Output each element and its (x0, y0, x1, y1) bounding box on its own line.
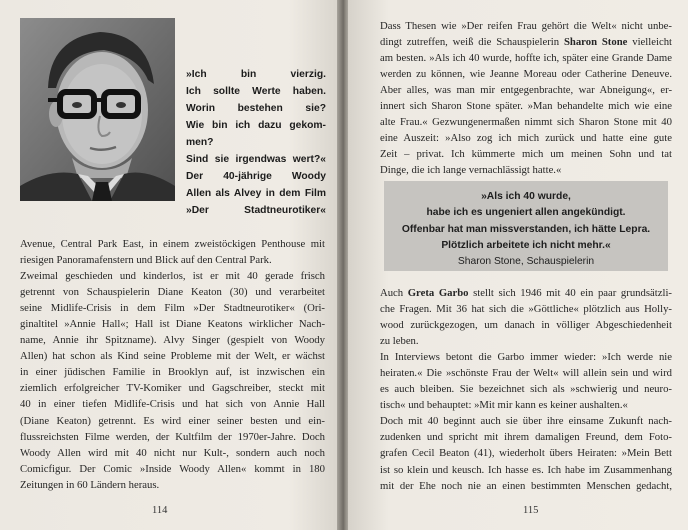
woody-allen-photo (20, 18, 175, 201)
page-number: 114 (152, 505, 168, 516)
caption-line: Der 40-jährige Woody (186, 171, 326, 182)
text-fragment: werden zu können, wie Jeanne Moreau oder Catherine Deneuve. (380, 68, 672, 81)
text-line (380, 445, 672, 461)
text-line (380, 365, 672, 381)
text-line: Woody Allen wird mit 40 nicht nur Kult-, sondern auch noch (20, 446, 325, 459)
text-fragment: Doch mit 40 beginnt auch sie über ihre einsame Zukunft nach- (380, 415, 672, 428)
text-line (380, 18, 672, 34)
text-line (380, 285, 672, 301)
portrait-illustration (20, 18, 175, 201)
text-fragment: dingt zutreffen, weiß die Schauspielerin (380, 36, 564, 49)
text-fragment: tisch« und behauptet: »Mit mir kann es keiner aushalten.« (380, 399, 628, 412)
text-fragment: In Interviews betont die Garbo immer wieder: »Ich werde nie (380, 351, 672, 364)
text-line (380, 462, 672, 478)
text-fragment: eine Auszeit: »Also zog ich mich zurück und hatte eine gute (380, 132, 672, 145)
text-line (380, 397, 672, 413)
caption-line: Sind sie irgendwas wert?« (186, 154, 326, 165)
text-line (380, 162, 672, 178)
caption-line: »Ich bin vierzig. (186, 69, 326, 80)
quote-source: Sharon Stone, Schauspielerin (457, 256, 595, 268)
text-fragment: stellt sich 1946 mit 40 ein paar grundsätzli- (468, 287, 672, 299)
text-fragment: Zeit – privat. Ich kümmerte mich um meinen Sohn und tat (380, 148, 672, 161)
highlighted-name: Greta Garbo (407, 287, 469, 299)
caption-line: Allen als Alvey in dem Film (186, 188, 326, 199)
text-line (380, 333, 672, 349)
text-fragment: zudenken und spricht mit ihrem damaligen Freund, dem Foto- (380, 431, 672, 444)
text-line: riesigen Panoramafenstern und Blick auf den Central Park. (20, 254, 272, 267)
text-line: Zeitungen in 60 Ländern heraus. (20, 478, 160, 491)
caption-line: Worin bestehen sie? (186, 103, 326, 114)
right-body-text-bottom (380, 285, 672, 494)
text-line (380, 146, 672, 162)
text-line (380, 82, 672, 98)
text-line (380, 381, 672, 397)
quote-line: Offenbar hat man missverstanden, ich hätte Lepra. (401, 223, 651, 235)
text-line (380, 114, 672, 130)
text-line: (Diane Keaton) getrennt. Es wird einer seiner besten und ein- (20, 414, 325, 427)
text-fragment: Dinge, die ich lange vernachlässigt hatte.« (380, 164, 562, 177)
text-line: Comicfigur. Der Comic »Inside Woody Allen« kommt in 180 (20, 462, 325, 475)
right-body-text-top (380, 18, 672, 178)
text-line: getrennt von Schauspielerin Diane Keaton (30) und verarbeitet (20, 286, 325, 299)
text-fragment: Auch (380, 287, 408, 299)
caption-line: men? (186, 137, 214, 148)
text-fragment: grafen Cecil Beaton (41), wiederholt übers Heiraten: »Mein Bett (380, 447, 672, 460)
text-fragment: vielleicht (627, 36, 672, 49)
text-line: name, Annie ihr Spitzname). Alvy Singer (gespielt von Woody (20, 334, 325, 347)
text-line (380, 50, 672, 66)
text-line: flussreichsten Filme werden, der Kultfilm der 1970er-Jahre. Doch (20, 430, 325, 443)
text-fragment: ist so klein und keusch. Ich hasse es. Ich habe im Zusammenhang (380, 463, 672, 476)
text-line (380, 317, 672, 333)
page-number: 115 (523, 505, 539, 516)
left-body-text (20, 236, 325, 493)
text-line: ginaltitel »Annie Hall«; Hall ist Diane Keatons wirklicher Nach- (20, 318, 325, 331)
text-line (380, 130, 672, 146)
text-line (380, 349, 672, 365)
text-fragment: heiraten.« Die »schönste Frau der Welt« will allein sein und wird (380, 367, 672, 380)
highlighted-name: Sharon Stone (563, 36, 628, 49)
caption-line: Ich sollte Werte haben. (186, 86, 326, 97)
text-line (380, 34, 672, 50)
quote-box (384, 181, 668, 271)
text-fragment: es auch bleiben. Sie bezeichnet sich als »schwierig und neuro- (380, 383, 672, 396)
caption-line: Wie bin ich dazu gekom- (186, 120, 326, 131)
text-fragment: alte Frau.« Gezwungenermaßen nimmt sich Sharon Stone mit 40 (380, 116, 672, 129)
right-page (348, 0, 688, 530)
photo-caption (186, 66, 326, 219)
text-line: seine Midlife-Crisis in dem Film »Der Stadtneurotiker« (Ori- (20, 302, 325, 315)
quote-line: Plötzlich arbeitete ich nicht mehr.« (441, 239, 611, 251)
text-fragment: che Fragen. Mit 36 hat sich die »Göttliche« plötzlich aus Holly- (380, 303, 672, 316)
text-line (380, 429, 672, 445)
text-fragment: Aber alles, was man mir entgegenbrachte, war Abneigung«, er- (380, 84, 672, 97)
text-line (380, 413, 672, 429)
caption-line: »Der Stadtneurotiker« (186, 205, 326, 216)
text-line: Allen) hat schon als Kind seine Probleme mit der Welt, er wächst (20, 350, 325, 363)
text-line (380, 66, 672, 82)
text-line (380, 301, 672, 317)
text-line: Avenue, Central Park East, in einem zweistöckigen Penthouse mit (20, 238, 325, 250)
text-line: ziemlich erfolgreicher TV-Komiker und Gagschreiber, steckt mit (20, 382, 325, 395)
text-line: 40 in einer tiefen Midlife-Crisis und hat sich von Annie Hall (20, 398, 325, 411)
text-fragment: innert sich Sharon Stone später. »Man behandelte mich wie eine (380, 100, 672, 113)
text-line: Zweimal geschieden und kinderlos, ist er mit 40 gerade frisch (20, 270, 325, 283)
text-line (380, 478, 672, 494)
text-fragment: am besten. »Als ich 40 wurde, hoffte ich, später eine Grande Dame (380, 52, 672, 65)
text-line (380, 98, 672, 114)
quote-line: »Als ich 40 wurde, (481, 191, 571, 202)
quote-line: habe ich es ungeniert allen angekündigt. (426, 207, 626, 219)
text-line: in einer jüdischen Familie in Brooklyn auf, ist inzwischen ein (20, 366, 325, 379)
text-fragment: mit der Ehe noch nie an einen bestimmten Menschen gedacht, (380, 479, 672, 492)
text-fragment: wood zurückgezogen, um danach in völliger Abgeschiedenheit (380, 319, 672, 332)
text-fragment: zu leben. (380, 335, 419, 348)
text-fragment: Dass Thesen wie »Der reifen Frau gehört die Welt« nicht unbe- (380, 20, 672, 32)
left-page (0, 0, 340, 530)
